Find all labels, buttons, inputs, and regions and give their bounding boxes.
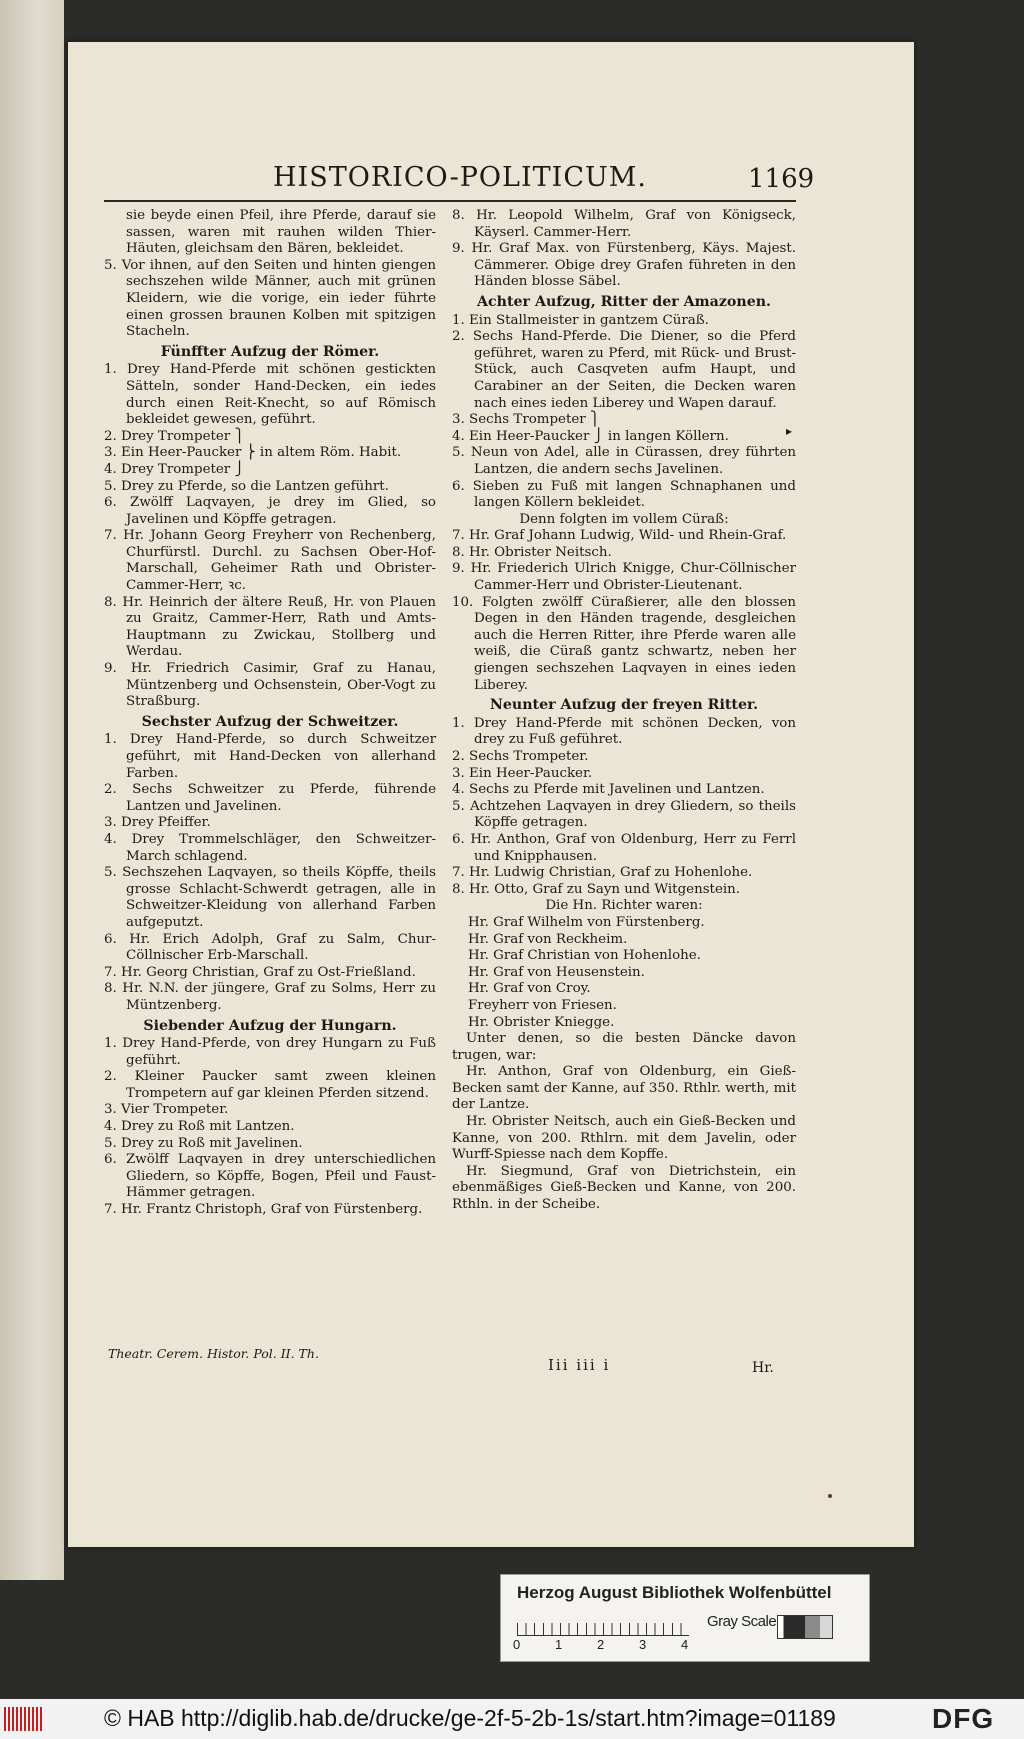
text-line: 8. Hr. N.N. der jüngere, Graf zu Solms, Herr zu Müntzenberg.	[104, 981, 436, 1013]
text-line: 7. Hr. Georg Christian, Graf zu Ost-Frießland.	[104, 964, 416, 980]
signature-mark: Iii iii i	[548, 1356, 611, 1374]
text-line: 6. Hr. Anthon, Graf von Oldenburg, Herr zu Ferrl und Knipphausen.	[452, 831, 796, 864]
text-line: 5. Vor ihnen, auf den Seiten und hinten giengen sechszehen wilde Männer, auch mit grünen Kleidern, wie die vorige, ein ieder führte einen grossen braunen Kolben mit spitzigen Stacheln.	[104, 257, 436, 340]
ruler-number: 3	[639, 1637, 647, 1652]
ink-dot	[828, 1494, 832, 1498]
adjacent-page-edge	[0, 0, 64, 1580]
running-head: HISTORICO-POLITICUM.	[273, 162, 647, 193]
text-line: 1. Drey Hand-Pferde mit schönen Decken, von drey zu Fuß geführet.	[452, 715, 796, 748]
text-line: 2. Drey Trompeter ⎫	[104, 428, 245, 444]
text-line: 3. Ein Heer-Paucker.	[452, 765, 593, 781]
section-heading: Achter Aufzug, Ritter der Amazonen.	[477, 293, 771, 310]
section-heading: Neunter Aufzug der freyen Ritter.	[489, 697, 759, 714]
text-line: 1. Drey Hand-Pferde, so durch Schweitzer geführt, mit Hand-Decken von allerhand Farben.	[104, 732, 436, 781]
text-line: 8. Hr. Otto, Graf zu Sayn und Witgenstein.	[452, 881, 741, 897]
library-name: Herzog August Bibliothek Wolfenbüttel	[517, 1583, 832, 1602]
library-color-card	[500, 1574, 870, 1662]
ruler-number: 4	[681, 1637, 689, 1652]
text-line: 6. Zwölff Laqvayen, je drey im Glied, so Javelinen und Köpffe getragen.	[104, 495, 436, 527]
text-line: 10. Folgten zwölff Cüraßierer, alle den blossen Degen in den Händen tragende, desgleichen auch die Herren Ritter, ihre Pferde waren alle weiß, die Cüraß gantz schwartz, neben her giengen sechszehen Laqvayen in eines ieden Liberey.	[452, 594, 796, 693]
ruler-number: 2	[597, 1637, 605, 1652]
text-line: 2. Sechs Trompeter.	[452, 749, 589, 764]
section-heading: Sechster Aufzug der Schweitzer.	[141, 713, 399, 730]
text-line: 5. Neun von Adel, alle in Cürassen, drey führten Lantzen, die andern sechs Javelinen.	[452, 445, 796, 477]
ruler-number: 1	[555, 1637, 563, 1652]
text-line: 2. Sechs Schweitzer zu Pferde, führende Lantzen und Javelinen.	[104, 782, 436, 814]
text-line: Freyherr von Friesen.	[468, 997, 617, 1013]
page-number: 1169	[748, 164, 815, 194]
text-line: 8. Hr. Heinrich der ältere Reuß, Hr. von Plauen zu Graitz, Cammer-Herr, Rath und Amts-Hauptmann zu Zwickau, Stollberg und Werdau.	[104, 594, 436, 660]
text-line: 9. Hr. Graf Max. von Fürstenberg, Käys. Majest. Cämmerer. Obige drey Grafen führeten in den Händen blosse Säbel.	[452, 241, 796, 290]
text-line: sie beyde einen Pfeil, ihre Pferde, darauf sie sassen, waren mit rauhen wilden Thier-Häuten, gleichsam den Bären, bekleidet.	[126, 208, 436, 257]
gray-scale-label: Gray Scale	[707, 1613, 777, 1630]
text-line: 9. Hr. Friedrich Casimir, Graf zu Hanau, Müntzenberg und Ochsenstein, Ober-Vogt zu Straßburg.	[104, 661, 436, 710]
text-line: 7. Hr. Ludwig Christian, Graf zu Hohenlohe.	[452, 865, 753, 881]
text-line: 8. Hr. Obrister Neitsch.	[452, 544, 612, 560]
text-line: 4. Sechs zu Pferde mit Javelinen und Lantzen.	[452, 782, 765, 798]
text-line: 4. Drey zu Roß mit Lantzen.	[104, 1119, 295, 1135]
bottom-info-bar	[0, 1699, 1024, 1739]
margin-mark-icon: ▸	[786, 424, 793, 438]
text-line: Hr. Anthon, Graf von Oldenburg, ein Gieß-Becken samt der Kanne, auf 350. Rthlr. werth, mit der Lantze.	[452, 1064, 796, 1113]
gray-scale-swatch	[777, 1615, 833, 1639]
text-line: Hr. Graf Wilhelm von Fürstenberg.	[468, 914, 705, 930]
catchword: Hr.	[752, 1360, 774, 1376]
text-line: 6. Zwölff Laqvayen in drey unterschiedlichen Gliedern, so Köpffe, Bogen, Pfeil und Faust-Hämmer getragen.	[104, 1152, 436, 1201]
section-heading: Siebender Aufzug der Hungarn.	[143, 1017, 397, 1034]
text-line: 5. Sechszehen Laqvayen, so theils Köpffe, theils grosse Schlacht-Schwerdt getragen, alle in Schweitzer-Kleidung von allerhand Farben aufgeputzt.	[104, 865, 436, 930]
text-line: 9. Hr. Friederich Ulrich Knigge, Chur-Cöllnischer Cammer-Herr und Obrister-Lieutenant.	[452, 561, 796, 594]
text-line: 2. Kleiner Paucker samt zween kleinen Trompetern auf gar kleinen Pferden sitzend.	[104, 1069, 436, 1101]
text-line: Denn folgten im vollem Cüraß:	[519, 511, 729, 527]
text-line: 5. Drey zu Roß mit Javelinen.	[104, 1135, 303, 1151]
text-line: Hr. Siegmund, Graf von Dietrichstein, ein ebenmäßiges Gieß-Becken und Kanne, von 200. Rthln. in der Scheibe.	[452, 1163, 796, 1213]
text-line: 4. Drey Trompeter ⎭	[104, 461, 245, 477]
book-page	[68, 42, 914, 1547]
header-rule	[104, 200, 796, 202]
text-line: Unter denen, so die besten Däncke davon trugen, war:	[452, 1031, 796, 1063]
text-line: 3. Ein Heer-Paucker ⎬ in altem Röm. Habit.	[104, 445, 402, 461]
text-line: 3. Vier Trompeter.	[104, 1102, 229, 1118]
text-line: 4. Drey Trommelschläger, den Schweitzer-March schlagend.	[104, 831, 436, 864]
text-line: Hr. Graf von Heusenstein.	[468, 964, 645, 980]
text-line: Hr. Obrister Kniegge.	[468, 1014, 615, 1030]
left-text-column	[104, 208, 436, 1219]
barcode-icon	[4, 1707, 44, 1731]
ruler-number: 0	[513, 1637, 521, 1652]
text-line: 7. Hr. Frantz Christoph, Graf von Fürstenberg.	[104, 1202, 423, 1218]
dfg-logo: DFG	[932, 1703, 995, 1734]
text-line: 7. Hr. Johann Georg Freyherr von Rechenberg, Churfürstl. Durchl. zu Sachsen Ober-Hof-Marschall, Geheimer Rath und Obrister-Cammer-Herr, ꝛc.	[104, 528, 436, 594]
text-line: 1. Drey Hand-Pferde mit schönen gestickten Sätteln, sonder Hand-Decken, ein iedes durch einen Reit-Knecht, so auf Römisch bekleidet gewesen, geführt.	[104, 362, 436, 428]
text-line: Hr. Obrister Neitsch, auch ein Gieß-Becken und Kanne, von 200. Rthlrn. mit dem Javelin, oder Wurff-Spiesse nach dem Kopffe.	[452, 1114, 796, 1163]
text-line: 5. Drey zu Pferde, so die Lantzen geführt.	[104, 478, 389, 494]
text-line: 3. Sechs Trompeter ⎫	[452, 412, 600, 428]
section-heading: Fünffter Aufzug der Römer.	[160, 343, 380, 360]
text-line: 7. Hr. Graf Johann Ludwig, Wild- und Rhein-Graf.	[452, 528, 787, 544]
right-text-column	[452, 208, 796, 1214]
text-line: 3. Drey Pfeiffer.	[104, 815, 211, 831]
text-line: Hr. Graf von Reckheim.	[468, 931, 628, 947]
footer-title: Theatr. Cerem. Histor. Pol. II. Th.	[108, 1346, 319, 1361]
ruler-scale	[517, 1611, 689, 1636]
text-line: 4. Ein Heer-Paucker ⎭ in langen Köllern.	[452, 428, 729, 444]
text-line: 6. Hr. Erich Adolph, Graf zu Salm, Chur-Cöllnischer Erb-Marschall.	[104, 931, 436, 964]
text-line: 1. Drey Hand-Pferde, von drey Hungarn zu Fuß geführt.	[104, 1036, 436, 1068]
text-line: 1. Ein Stallmeister in gantzem Cüraß.	[452, 312, 709, 328]
text-line: Hr. Graf Christian von Hohenlohe.	[468, 948, 701, 964]
text-line: 5. Achtzehen Laqvayen in drey Gliedern, so theils Köpffe getragen.	[452, 798, 796, 831]
text-line: Hr. Graf von Croy.	[468, 981, 591, 997]
text-line: Die Hn. Richter waren:	[545, 898, 703, 914]
text-line: 6. Sieben zu Fuß mit langen Schnaphanen und langen Köllern bekleidet.	[452, 478, 796, 511]
source-url[interactable]: © HAB http://diglib.hab.de/drucke/ge-2f-5-2b-1s/start.htm?image=01189	[104, 1705, 836, 1731]
text-line: 2. Sechs Hand-Pferde. Die Diener, so die Pferd geführet, waren zu Pferd, mit Rück- und Brust-Stück, auch Casqveten aufm Haupt, und Carabiner an der Seiten, die Decken waren nach eines ieden Liberey und Wapen darauf.	[452, 329, 796, 411]
text-line: 8. Hr. Leopold Wilhelm, Graf von Königseck, Käyserl. Cammer-Herr.	[452, 208, 796, 240]
